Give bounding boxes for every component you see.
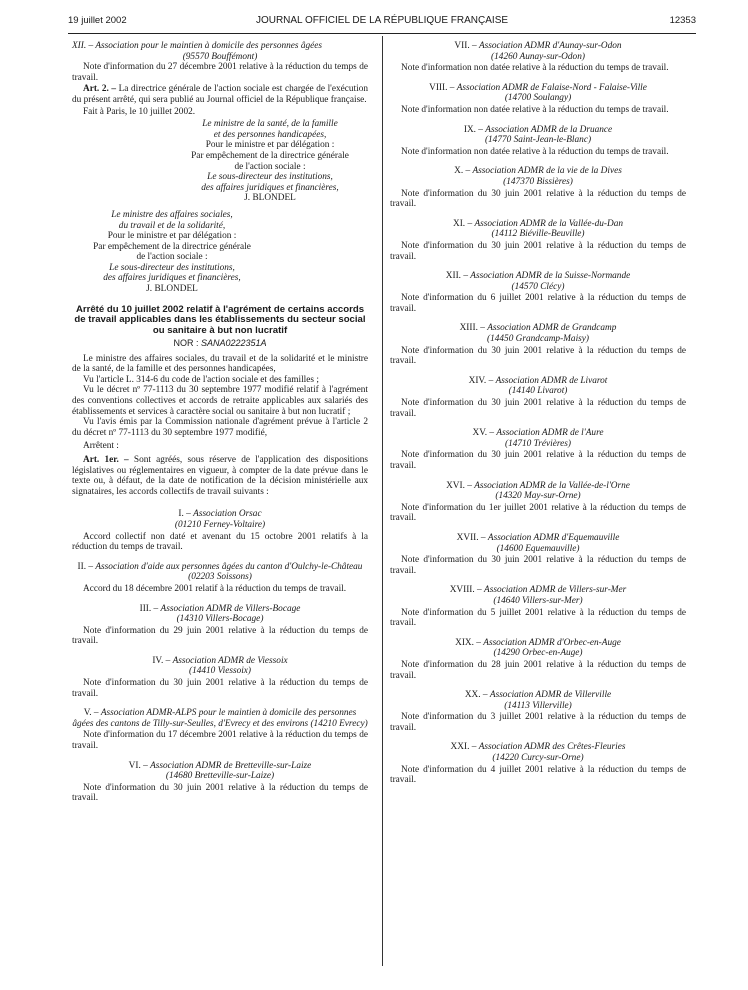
association-name: Association ADMR d'Equemauville xyxy=(487,532,620,543)
right-sections-list xyxy=(390,41,686,786)
association-entry xyxy=(390,41,686,74)
signatory-line: du travail et de la solidarité, xyxy=(118,220,226,231)
signatory-line: de l'action sociale : xyxy=(136,252,208,263)
right-column xyxy=(390,41,686,786)
association-entry xyxy=(72,656,368,699)
section-xii-bouffemont xyxy=(72,41,368,83)
signatory-line: Par empêchement de la directrice générale xyxy=(191,150,349,161)
association-entry xyxy=(72,761,368,804)
signatory-line: Le sous-directeur des institutions, xyxy=(109,262,235,273)
signatory-line: Pour le ministre et par délégation : xyxy=(107,231,237,242)
section-number: X. – xyxy=(454,166,471,177)
association-entry xyxy=(390,271,686,314)
association-name: Association ADMR de Grandcamp xyxy=(487,323,617,334)
left-column xyxy=(72,41,368,804)
association-title xyxy=(390,428,686,439)
association-note: Note d'information non datée relative à la réduction du temps de travail. xyxy=(401,146,669,157)
section-number: XI. – xyxy=(453,218,473,229)
association-place: (14112 Biéville-Beuville) xyxy=(491,229,585,240)
article-text: La directrice générale de l'action sociale est chargée de l'exécution du présent arrêté, qui sera publié au Journal officiel de la République française. xyxy=(72,84,368,105)
section-number: XX. – xyxy=(464,690,488,701)
association-entry xyxy=(390,376,686,419)
association-name: Association ADMR de l'Aure xyxy=(496,428,604,439)
signatory-line: Le ministre des affaires sociales, xyxy=(111,209,233,220)
association-title xyxy=(72,656,368,667)
association-note: Note d'information du 30 juin 2001 relative à la réduction du temps de travail. xyxy=(390,398,686,419)
association-name: Association ADMR de la vie de la Dives xyxy=(472,166,622,177)
association-entry xyxy=(390,125,686,158)
signatory-line: Par empêchement de la directrice générale xyxy=(93,241,251,252)
association-name: Association ADMR de la Druance xyxy=(485,124,613,135)
association-note: Note d'information non datée relative à la réduction du temps de travail. xyxy=(401,104,669,115)
association-title xyxy=(390,481,686,492)
association-title xyxy=(390,125,686,136)
nor-code: SANA0222351A xyxy=(200,338,267,349)
association-entry xyxy=(390,585,686,628)
association-name: Association ADMR de Livarot xyxy=(495,375,608,386)
association-note: Note d'information du 5 juillet 2001 relative à la réduction du temps de travail. xyxy=(390,607,686,629)
association-place: (14310 Villers-Bocage) xyxy=(176,614,264,625)
association-entry xyxy=(390,533,686,576)
association-note: Note d'information du 30 juin 2001 relative à la réduction du temps de travail. xyxy=(72,678,368,699)
association-entry xyxy=(390,742,686,785)
association-place: (14290 Orbec-en-Auge) xyxy=(493,648,583,659)
section-number: XVII. – xyxy=(456,532,486,543)
association-place: (14410 Viessoix) xyxy=(188,666,252,677)
association-title xyxy=(390,533,686,544)
section-number: IV. – xyxy=(152,655,171,666)
association-entry xyxy=(390,428,686,471)
association-title xyxy=(390,638,686,649)
association-note: Accord collectif non daté et avenant du 15 octobre 2001 relatifs à la réduction du temps de travail. xyxy=(72,531,368,553)
association-title xyxy=(390,41,686,52)
association-entry xyxy=(390,219,686,262)
association-name: Association ADMR de la Vallée-de-l'Orne xyxy=(474,480,630,491)
signatory-line: des affaires juridiques et financières, xyxy=(201,182,339,193)
arretent-line: Arrêtent : xyxy=(83,441,119,452)
association-entry xyxy=(72,708,368,751)
association-place: (14700 Soulangy) xyxy=(504,93,572,104)
journal-title: JOURNAL OFFICIEL DE LA RÉPUBLIQUE FRANÇAISE xyxy=(255,15,509,26)
association-name: Association ADMR de Falaise-Nord - Falaise-Ville xyxy=(456,82,647,93)
association-entry xyxy=(390,638,686,681)
signatory-line: Le sous-directeur des institutions, xyxy=(207,172,333,183)
section-number: II. – xyxy=(77,561,94,572)
page-header xyxy=(68,16,696,30)
association-place: (01210 Ferney-Voltaire) xyxy=(174,519,266,530)
signatory-line: et des personnes handicapées, xyxy=(213,129,327,140)
association-name: Association Orsac xyxy=(193,509,262,520)
page-number: 12353 xyxy=(669,15,696,26)
association-name: Association ADMR de Viessoix xyxy=(172,655,288,666)
association-name: Association ADMR de Bretteville-sur-Laize xyxy=(150,760,312,771)
association-note: Note d'information du 1er juillet 2001 relative à la réduction du temps de travail. xyxy=(390,502,686,524)
association-place: (14570 Clécy) xyxy=(511,281,565,292)
signatory-name: J. BLONDEL xyxy=(146,284,198,295)
association-title xyxy=(390,271,686,282)
article-label: Art. 2. – xyxy=(83,84,117,95)
association-place: (14640 Villers-sur-Mer) xyxy=(493,595,583,606)
section-number: III. – xyxy=(139,603,159,614)
association-name: Association ADMR de Villers-Bocage xyxy=(160,603,301,614)
association-entry xyxy=(72,509,368,552)
signatory-line: Le ministre de la santé, de la famille xyxy=(202,119,338,130)
association-place: (14680 Bretteville-sur-Laize) xyxy=(165,771,275,782)
association-title xyxy=(390,376,686,387)
section-number: VII. – xyxy=(454,41,477,51)
association-place: (14600 Equemauville) xyxy=(496,543,580,554)
left-sections-list xyxy=(72,509,368,804)
decree-title: Arrêté du 10 juillet 2002 relatif à l'agrément de certains accords de travail applicables dans les établissements du secteur social ou sanitaire à but non lucratif xyxy=(74,303,366,337)
association-place: (14770 Saint-Jean-le-Blanc) xyxy=(484,135,592,146)
visa-line: Vu l'article L. 314-6 du code de l'action sociale et des familles ; xyxy=(83,374,319,385)
association-note: Note d'information du 30 juin 2001 relative à la réduction du temps de travail. xyxy=(390,188,686,210)
header-rule xyxy=(68,33,696,34)
association-note: Note d'information du 17 décembre 2001 relative à la réduction du temps de travail. xyxy=(72,730,368,752)
association-place: (147370 Bissières) xyxy=(503,176,573,187)
section-number: XIX. – xyxy=(455,637,481,648)
section-number: I. – xyxy=(178,509,191,520)
section-number: XIII. – xyxy=(459,323,485,334)
association-title xyxy=(390,690,686,701)
association-place: (14140 Livarot) xyxy=(508,386,568,397)
section-number: XVIII. – xyxy=(449,585,482,596)
association-title xyxy=(390,219,686,230)
association-note: Note d'information du 30 juin 2001 relative à la réduction du temps de travail. xyxy=(72,782,368,804)
association-place: (14450 Grandcamp-Maisy) xyxy=(487,334,589,345)
association-entry xyxy=(390,323,686,366)
association-name: Association ADMR de Villers-sur-Mer xyxy=(484,585,627,596)
section-number: VI. – xyxy=(128,760,148,771)
association-title xyxy=(72,562,368,583)
association-entry xyxy=(390,83,686,116)
association-place: (14710 Trévières) xyxy=(504,438,571,449)
association-title xyxy=(72,761,368,772)
section-note: Note d'information du 27 décembre 2001 relative à la réduction du temps de travail. xyxy=(72,62,368,83)
association-note: Note d'information du 28 juin 2001 relative à la réduction du temps de travail. xyxy=(390,659,686,681)
association-title xyxy=(390,323,686,334)
association-name: Association d'aide aux personnes âgées du canton d'Oulchy-le-Château (02203 Soissons) xyxy=(95,561,363,583)
association-note: Note d'information du 3 juillet 2001 relative à la réduction du temps de travail. xyxy=(390,712,686,733)
association-name: Association ADMR de la Suisse-Normande xyxy=(470,271,631,282)
association-name: Association ADMR d'Orbec-en-Auge xyxy=(483,637,621,648)
signature-block-affaires-sociales xyxy=(72,210,272,295)
visa-line: Le ministre des affaires sociales, du travail et de la solidarité et le ministre de la santé, de la famille et des personnes handicapées, xyxy=(72,353,368,375)
association-place: (14260 Aunay-sur-Odon) xyxy=(491,51,585,62)
issue-date: 19 juillet 2002 xyxy=(68,15,127,26)
article-1 xyxy=(72,455,368,497)
article-label: Art. 1er. – xyxy=(83,454,129,465)
visa-line: Vu le décret nº 77-1113 du 30 septembre 1977 modifié relatif à l'agrément des conventions collectives et accords de retraite applicables aux salariés des établissements et services à caractère social ou sanitaire à but non lucratif ; xyxy=(72,385,368,417)
visa-line: Vu l'avis émis par la Commission nationale d'agrément prévue à l'article 2 du décret nº 77-1113 du 30 septembre 1977 modifié, xyxy=(72,417,368,438)
association-note: Note d'information du 29 juin 2001 relative à la réduction du temps de travail. xyxy=(72,625,368,647)
section-place: (95570 Bouffémont) xyxy=(182,51,258,62)
association-note: Accord du 18 décembre 2001 relatif à la réduction du temps de travail. xyxy=(83,583,347,594)
article-2 xyxy=(72,84,368,105)
association-note: Note d'information du 30 juin 2001 relative à la réduction du temps de travail. xyxy=(390,450,686,471)
association-entry xyxy=(390,690,686,733)
association-title xyxy=(72,604,368,615)
association-name: Association ADMR de la Vallée-du-Dan xyxy=(474,218,623,229)
section-number: XII. – xyxy=(445,271,468,282)
association-note: Note d'information du 30 juin 2001 relative à la réduction du temps de travail. xyxy=(390,240,686,262)
association-title xyxy=(72,509,368,520)
signature-block-sante xyxy=(72,119,368,204)
association-name: Association ADMR de Villerville xyxy=(489,690,612,701)
signatory-name: J. BLONDEL xyxy=(244,193,296,204)
section-number: V. – xyxy=(83,708,99,719)
association-title xyxy=(390,585,686,596)
nor-label: NOR : xyxy=(173,338,199,349)
signatory-line: de l'action sociale : xyxy=(234,161,306,172)
association-note: Note d'information du 4 juillet 2001 relative à la réduction du temps de travail. xyxy=(390,764,686,786)
association-place: (14220 Curcy-sur-Orne) xyxy=(492,753,584,764)
association-name: Association ADMR-ALPS pour le maintien à domicile des personnes âgées des cantons de Tilly-sur-Seulles, d'Evrecy et des environs (14210 Evrecy) xyxy=(72,708,368,729)
association-title xyxy=(390,83,686,94)
association-title xyxy=(390,742,686,753)
association-place: (14113 Villerville) xyxy=(504,700,572,711)
section-number: XXI. – xyxy=(450,742,477,753)
association-note: Note d'information non datée relative à la réduction du temps de travail. xyxy=(401,63,669,74)
section-title: XII. – Association pour le maintien à domicile des personnes âgées xyxy=(72,41,323,51)
association-name: Association ADMR des Crêtes-Fleuries xyxy=(478,742,626,753)
column-divider xyxy=(382,36,383,966)
association-place: (14320 May-sur-Orne) xyxy=(495,491,581,502)
association-note: Note d'information du 30 juin 2001 relative à la réduction du temps de travail. xyxy=(390,555,686,576)
signatory-line: Pour le ministre et par délégation : xyxy=(205,140,335,151)
association-entry xyxy=(390,166,686,209)
association-title xyxy=(390,166,686,177)
association-note: Note d'information du 6 juillet 2001 relative à la réduction du temps de travail. xyxy=(390,293,686,314)
signature-place-date: Fait à Paris, le 10 juillet 2002. xyxy=(83,106,196,117)
association-entry xyxy=(390,481,686,524)
nor-reference xyxy=(72,338,368,349)
section-number: XIV. – xyxy=(468,375,494,386)
section-number: VIII. – xyxy=(429,82,455,93)
association-note: Note d'information du 30 juin 2001 relative à la réduction du temps de travail. xyxy=(390,345,686,367)
association-entry xyxy=(72,562,368,595)
section-number: XV. – xyxy=(472,428,495,439)
section-number: XVI. – xyxy=(446,480,472,491)
article-text: Sont agréés, sous réserve de l'application des dispositions législatives ou réglementaires en vigueur, à compter de la date prévue dans le texte ou, à défaut, de la date de notification de la décision ministérielle aux signataires, les accords collectifs de travail suivants : xyxy=(72,454,369,497)
signatory-line: des affaires juridiques et financières, xyxy=(103,273,241,284)
association-title xyxy=(72,708,368,729)
section-number: IX. – xyxy=(463,124,483,135)
association-entry xyxy=(72,604,368,647)
association-name: Association ADMR d'Aunay-sur-Odon xyxy=(478,41,622,51)
